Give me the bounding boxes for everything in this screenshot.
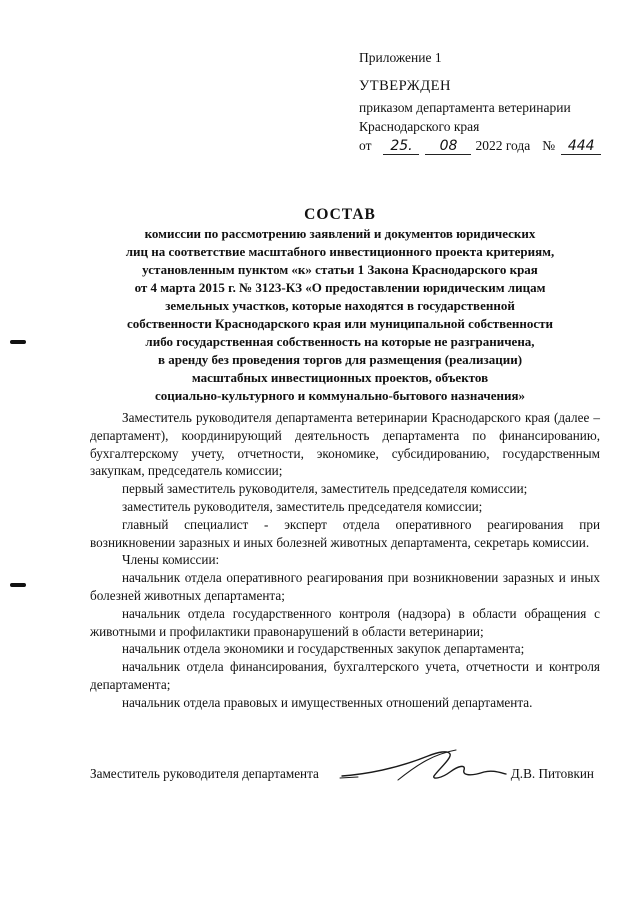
date-suffix: 2022 года xyxy=(475,138,531,153)
approved-heading: УТВЕРЖДЕН xyxy=(359,78,451,94)
title-line: комиссии по рассмотрению заявлений и документов юридических xyxy=(144,226,536,241)
approval-block xyxy=(359,48,629,155)
chairman-paragraph: Заместитель руководителя департамента ветеринарии Краснодарского края (далее – департамент), координирующий деятельность департамента по финансированию, бухгалтерскому учету, отчетности, экономике, субсидированию, государственным закупкам, председатель комиссии; xyxy=(90,410,600,479)
approval-date-line xyxy=(359,136,629,155)
approval-line-1: приказом департамента ветеринарии xyxy=(359,100,571,115)
approval-line-2: Краснодарского края xyxy=(359,119,480,134)
member-paragraph: начальник отдела государственного контроля (надзора) в области обращения с животными и профилактики правонарушений в области ветеринарии; xyxy=(90,605,600,639)
secretary-paragraph: главный специалист - эксперт отдела оперативного реагирования при возникновении заразных и иных болезней животных департамента, секретарь комиссии. xyxy=(90,516,600,550)
handwritten-signature xyxy=(338,746,508,790)
number-sign: № xyxy=(542,138,556,153)
title-line: масштабных инвестиционных проектов, объектов xyxy=(191,370,489,385)
member-paragraph: начальник отдела экономики и государственных закупок департамента; xyxy=(122,641,525,657)
appendix-label: Приложение 1 xyxy=(359,50,442,65)
binder-hole-mark-top xyxy=(10,340,26,344)
handwritten-date-day: 25. xyxy=(383,138,419,155)
member-paragraph: начальник отдела оперативного реагирования при возникновении заразных и иных болезней животных департамента; xyxy=(90,570,600,603)
handwritten-order-number: 444 xyxy=(561,138,601,155)
composition-list xyxy=(90,409,600,712)
title-line: собственности Краснодарского края или муниципальной собственности xyxy=(126,316,554,331)
title-line: либо государственная собственность на которые не разграничена, xyxy=(145,334,535,349)
signatory-role: Заместитель руководителя департамента xyxy=(90,766,319,781)
title-line: социально-культурного и коммунально-бытового назначения» xyxy=(155,388,525,403)
title-heading: СОСТАВ xyxy=(304,206,376,223)
title-line: от 4 марта 2015 г. № 3123-КЗ «О предоставлении юридическим лицам xyxy=(134,280,546,295)
title-line: лиц на соответствие масштабного инвестиционного проекта критериям, xyxy=(125,244,555,259)
handwritten-date-month: 08 xyxy=(425,138,471,155)
deputy-paragraph: заместитель руководителя, заместитель председателя комиссии; xyxy=(122,498,483,514)
title-line: установленным пунктом «к» статьи 1 Закона Краснодарского края xyxy=(142,262,538,277)
signature-block xyxy=(90,760,600,800)
binder-hole-mark-bottom xyxy=(10,583,26,587)
date-prefix: от xyxy=(359,138,372,153)
member-paragraph: начальник отдела правовых и имущественных отношений департамента. xyxy=(122,694,533,710)
first-deputy-paragraph: первый заместитель руководителя, заместитель председателя комиссии; xyxy=(122,481,528,497)
member-paragraph: начальник отдела финансирования, бухгалтерского учета, отчетности и контроля департамента; xyxy=(90,659,600,692)
signatory-name: Д.В. Питовкин xyxy=(510,766,594,781)
document-title xyxy=(90,206,590,405)
title-line: в аренду без проведения торгов для размещения (реализации) xyxy=(157,352,523,367)
members-heading: Члены комиссии: xyxy=(122,552,220,568)
title-line: земельных участков, которые находятся в государственной xyxy=(165,298,515,313)
